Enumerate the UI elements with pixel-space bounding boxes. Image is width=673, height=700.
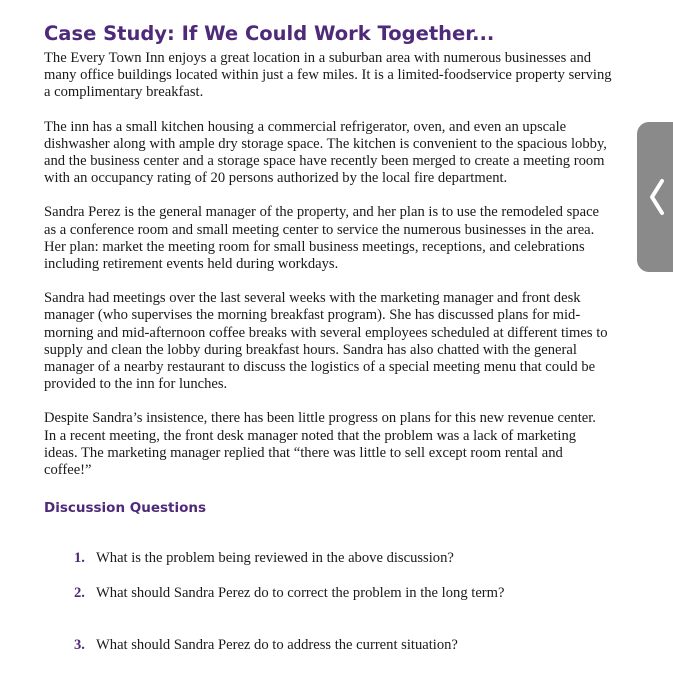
text-line: as a conference room and small meeting center to service the numerous businesses in the area. [44, 221, 595, 238]
text-line: The inn has a small kitchen housing a commercial refrigerator, oven, and even an upscale [44, 118, 567, 135]
discussion-question-3 [74, 637, 458, 654]
side-panel-tab[interactable] [637, 122, 673, 272]
question-number: 1. [74, 550, 85, 566]
chevron-left-icon[interactable] [648, 177, 666, 217]
text-line: provided to the inn for lunches. [44, 376, 228, 393]
text-line: dishwasher along with ample dry storage space. The kitchen is convenient to the spacious lobby, [44, 135, 607, 152]
text-line: a complimentary breakfast. [44, 84, 204, 101]
text-line: Sandra Perez is the general manager of the property, and her plan is to use the remodeled space [44, 204, 600, 221]
text-line: morning and mid-afternoon coffee breaks with several employees scheduled at different times to [44, 324, 608, 341]
text-line: including retirement events held during workdays. [44, 256, 339, 273]
text-line: ideas. The marketing manager replied that “there was little to sell except room rental and [44, 444, 563, 461]
text-line: with an occupancy rating of 20 persons authorized by the local fire department. [44, 170, 508, 187]
text-line: coffee!” [44, 462, 92, 479]
question-text: What is the problem being reviewed in the above discussion? [96, 550, 454, 566]
discussion-question-1 [74, 550, 454, 567]
text-line: Sandra had meetings over the last several weeks with the marketing manager and front desk [44, 290, 581, 307]
question-number: 2. [74, 585, 85, 601]
text-line: Her plan: market the meeting room for small business meetings, receptions, and celebrations [44, 238, 585, 255]
paragraph-plan [44, 204, 620, 273]
question-number: 3. [74, 637, 85, 653]
discussion-questions-heading: Discussion Questions [44, 500, 207, 516]
paragraph-kitchen [44, 119, 620, 188]
question-text: What should Sandra Perez do to address the current situation? [96, 637, 458, 653]
text-line: manager (who supervises the morning breakfast program). She has discussed plans for mid- [44, 307, 581, 324]
paragraph-progress [44, 410, 620, 479]
question-text: What should Sandra Perez do to correct the problem in the long term? [96, 585, 505, 601]
text-line: In a recent meeting, the front desk manager noted that the problem was a lack of marketing [44, 427, 577, 444]
text-line: Despite Sandra’s insistence, there has been little progress on plans for this new revenue center. [44, 410, 596, 427]
paragraph-location [44, 50, 620, 102]
text-line: The Every Town Inn enjoys a great location in a suburban area with numerous businesses and [44, 50, 592, 66]
paragraph-meetings [44, 290, 620, 393]
discussion-question-2 [74, 585, 505, 602]
text-line: supply and clean the lobby during breakfast hours. Sandra has also chatted with the general [44, 341, 577, 358]
text-line: manager of a nearby restaurant to discuss the logistics of a special meeting menu that could be [44, 359, 596, 376]
text-line: and the business center and a storage space have recently been merged to create a meeting room [44, 153, 605, 170]
page-title: Case Study: If We Could Work Together... [44, 22, 495, 45]
case-study-content [44, 22, 620, 496]
text-line: many office buildings located within just a few miles. It is a limited-foodservice property serving [44, 67, 612, 84]
